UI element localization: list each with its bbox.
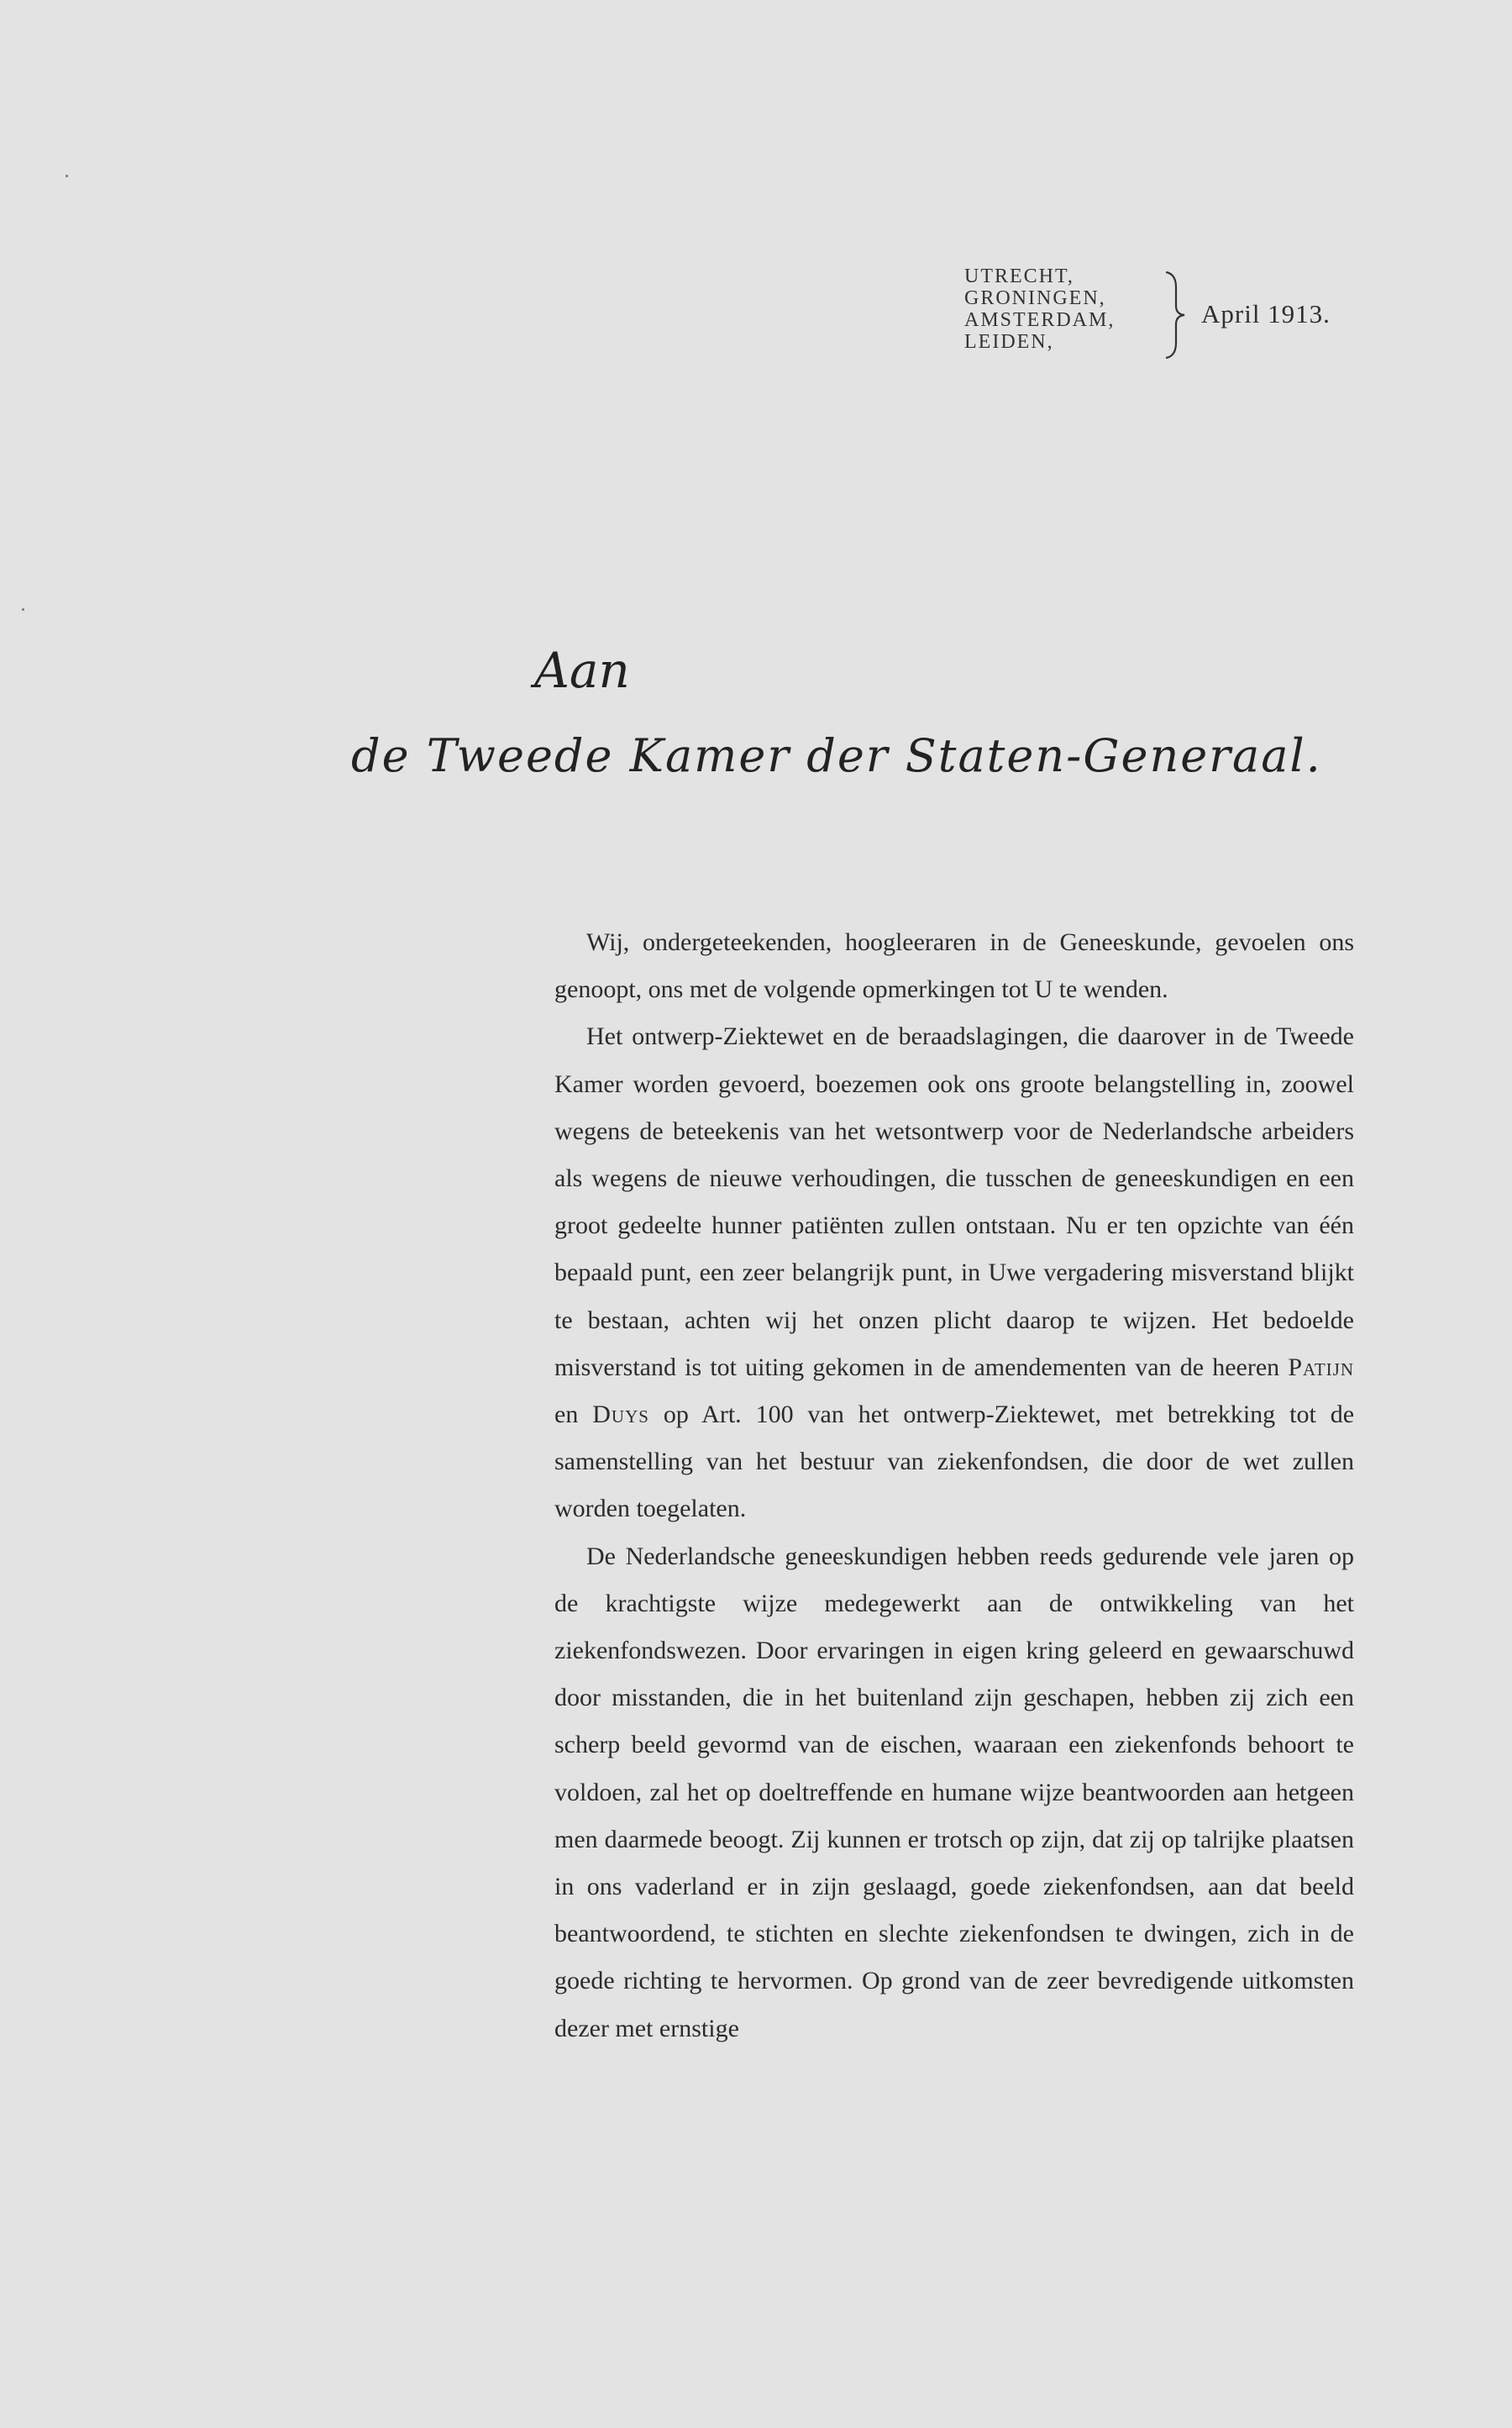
place-list: [964, 265, 1115, 353]
paper-speck: [22, 608, 24, 611]
person-name: Patijn: [1288, 1353, 1354, 1381]
paragraph-text: Het ontwerp-Ziektewet en de beraadslagingen, die daarover in de Tweede Kamer worden gevoerd, boezemen ook ons groote belangstelling in, zoowel wegens de beteekenis van het wetsontwerp voor de Nederlandsche arbeiders als wegens de nieuwe verhoudingen, die tusschen de geneeskundigen en een groot gedeelte hunner patiënten zullen ontstaan. Nu er ten opzichte van één bepaald punt, een zeer belangrijk punt, in Uwe vergadering misverstand blijkt te bestaan, achten wij het onzen plicht daarop te wijzen. Het bedoelde misverstand is tot uiting gekomen in de amendementen van de heeren: [554, 1022, 1354, 1381]
addressee-salutation: Aan: [534, 642, 630, 699]
place-name: UTRECHT,: [964, 265, 1074, 287]
paper-speck: [66, 175, 68, 177]
place-name: AMSTERDAM,: [964, 309, 1116, 331]
body-paragraph: Wij, ondergeteekenden, hoogleeraren in de Geneeskunde, gevoelen ons genoopt, ons met de volgende opmerkingen tot U te wenden.: [554, 928, 1354, 1004]
place-name: LEIDEN,: [964, 331, 1054, 353]
person-name: Duys: [592, 1401, 649, 1429]
place-name: GRONINGEN,: [964, 287, 1106, 309]
addressee-name: de Tweede Kamer der Staten-Generaal.: [351, 729, 1322, 782]
curly-brace-icon: [1159, 269, 1193, 361]
paragraph-text: en: [554, 1401, 579, 1429]
body-paragraph: [554, 1013, 1354, 1532]
dateline: [964, 265, 1368, 375]
letter-date: April 1913.: [1201, 299, 1331, 328]
body-paragraph: De Nederlandsche geneeskundigen hebben reeds gedurende vele jaren op de krachtigste wijze medegewerkt aan de ontwikkeling van het ziekenfondswezen. Door ervaringen in eigen kring geleerd en gewaarschuwd door misstanden, die in het buitenland zijn geschapen, hebben zij zich een scherp beeld gevormd van de eischen, waaraan een ziekenfonds behoort te voldoen, zal het op doeltreffende en humane wijze beantwoorden aan hetgeen men daarmede beoogt. Zij kunnen er trotsch op zijn, dat zij op talrijke plaatsen in ons vaderland er in zijn geslaagd, goede ziekenfondsen, aan dat beeld beantwoordend, te stichten en slechte ziekenfondsen te dwingen, zich in de goede richting te hervormen. Op grond van de zeer bevredigende uitkomsten dezer met ernstige: [554, 1542, 1354, 2042]
paragraph-text: op Art. 100 van het ontwerp-Ziektewet, met betrekking tot de samenstelling van het bestuur van ziekenfondsen, die door de wet zullen worden toegelaten.: [554, 1401, 1355, 1523]
letter-body: [554, 919, 1354, 2052]
